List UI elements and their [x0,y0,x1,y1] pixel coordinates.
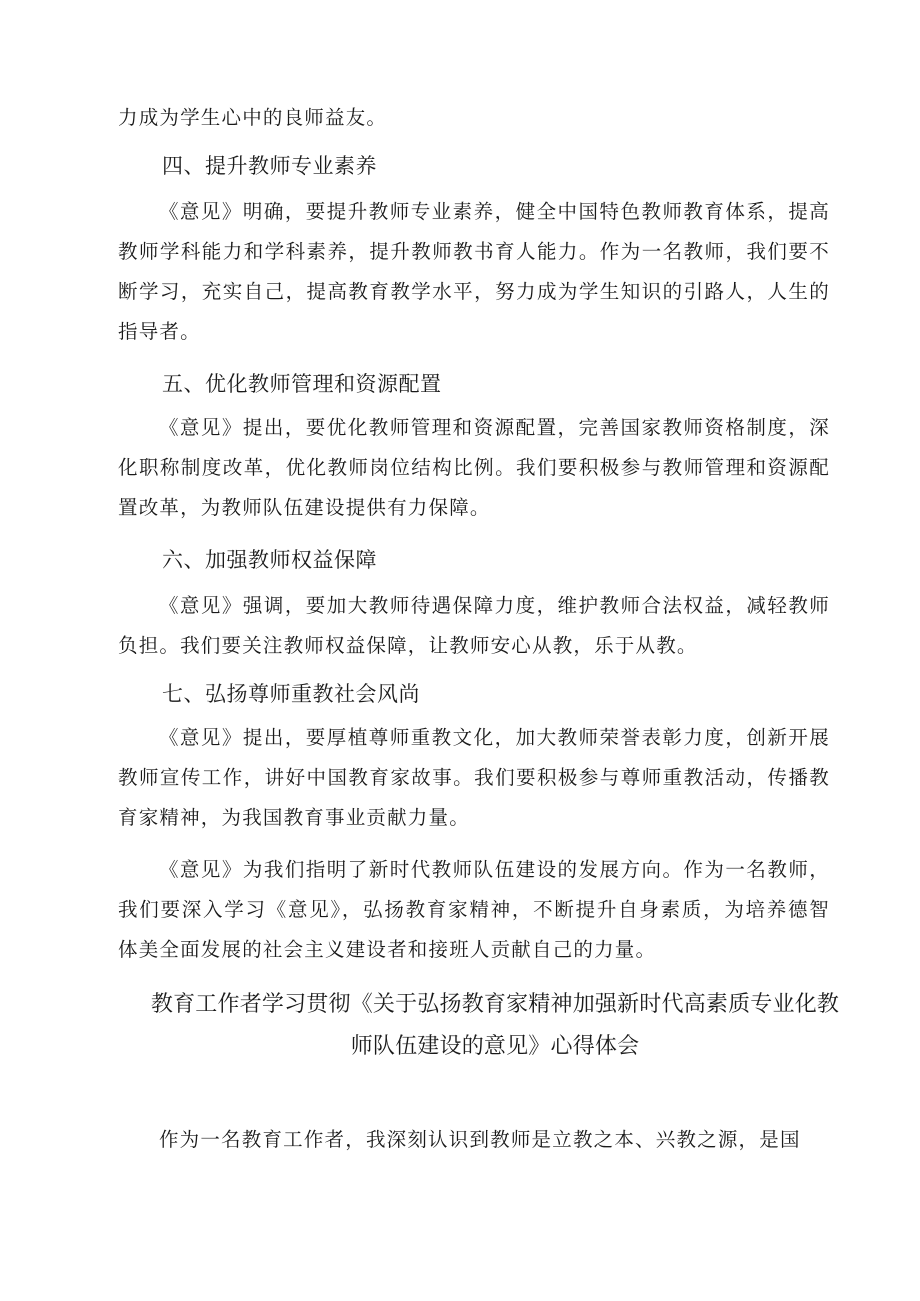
section-heading-5: 五、优化教师管理和资源配置 [162,372,442,396]
section-body-4: 《意见》明确，要提升教师专业素养，健全中国特色教师教育体系，提高教师学科能力和学科素养，提升教师教书育人能力。作为一名教师，我们要不断学习，充实自己，提高教育教学水平，努力成为学生知识的引路人，人生的指导者。 [118,200,830,343]
section-body-5: 《意见》提出，要优化教师管理和资源配置，完善国家教师资格制度，深化职称制度改革，优化教师岗位结构比例。我们要积极参与教师管理和资源配置改革，为教师队伍建设提供有力保障。 [118,416,830,519]
section-heading-4: 四、提升教师专业素养 [162,154,377,178]
section-body-6: 《意见》强调，要加大教师待遇保障力度，维护教师合法权益，减轻教师负担。我们要关注教师权益保障，让教师安心从教，乐于从教。 [118,594,830,657]
paragraph-continuation: 力成为学生心中的良师益友。 [118,106,388,129]
conclusion-paragraph: 《意见》为我们指明了新时代教师队伍建设的发展方向。作为一名教师，我们要深入学习《意见》，弘扬教育家精神，不断提升自身素质，为培养德智体美全面发展的社会主义建设者和接班人贡献自己的力量。 [118,858,830,961]
section-heading-6: 六、加强教师权益保障 [162,548,377,572]
article-title: 教育工作者学习贯彻《关于弘扬教育家精神加强新时代高素质专业化教师队伍建设的意见》心得体会 [150,992,840,1059]
intro-paragraph: 作为一名教育工作者，我深刻认识到教师是立教之本、兴教之源，是国 [158,1128,801,1151]
section-body-7: 《意见》提出，要厚植尊师重教文化，加大教师荣誉表彰力度，创新开展教师宣传工作，讲好中国教育家故事。我们要积极参与尊师重教活动，传播教育家精神，为我国教育事业贡献力量。 [118,726,830,829]
section-heading-7: 七、弘扬尊师重教社会风尚 [162,682,420,706]
